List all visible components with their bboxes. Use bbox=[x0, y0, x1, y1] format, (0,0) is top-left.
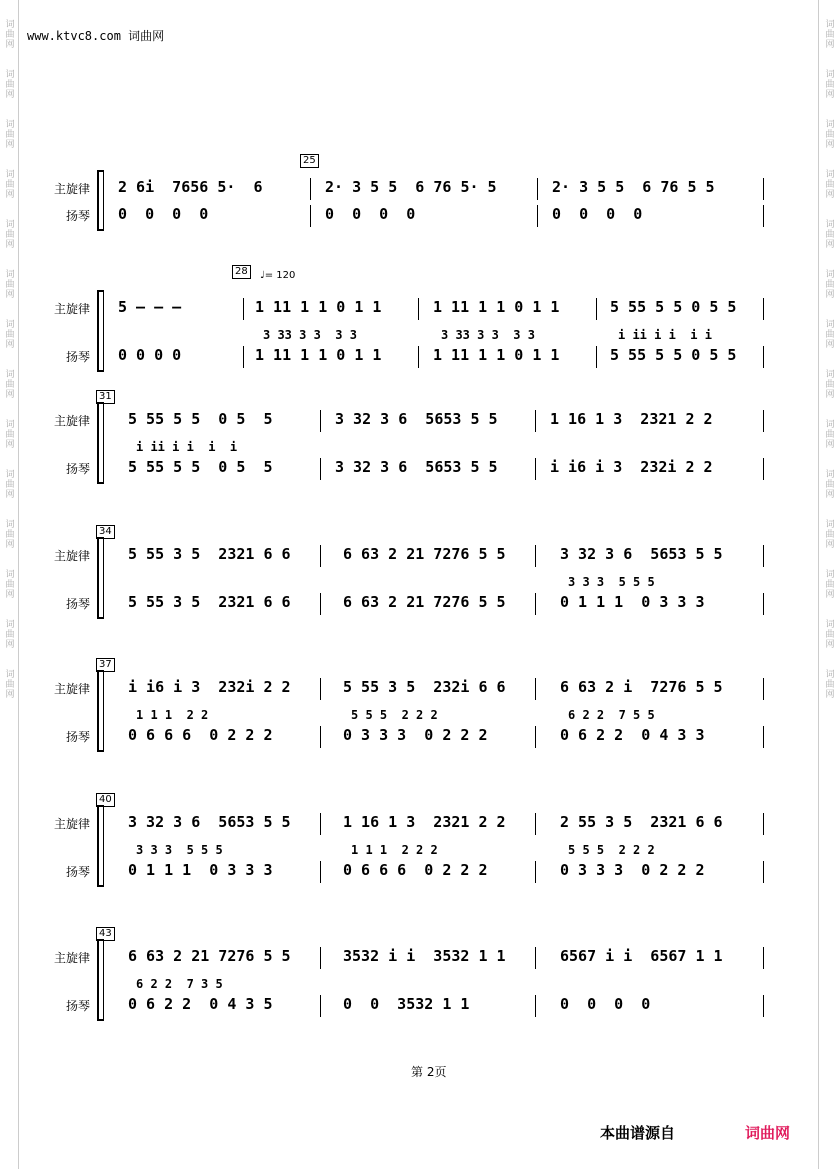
barline bbox=[596, 298, 597, 320]
barline bbox=[763, 178, 764, 200]
barline bbox=[535, 678, 536, 700]
barline bbox=[535, 458, 536, 480]
barline bbox=[320, 410, 321, 432]
yangqin-measure: 0 3 3 3 0 2 2 2 bbox=[343, 726, 488, 744]
measure-number: 43 bbox=[96, 927, 115, 941]
barline bbox=[320, 813, 321, 835]
yangqin-measure: 0 3 3 3 0 2 2 2 bbox=[560, 861, 705, 879]
yangqin-label: 扬琴 bbox=[66, 730, 91, 744]
yangqin-measure: 0 0 0 0 bbox=[560, 995, 651, 1013]
yangqin-label: 扬琴 bbox=[66, 597, 91, 611]
tempo-marking: ♩= 120 bbox=[260, 270, 296, 281]
barline bbox=[535, 995, 536, 1017]
barline bbox=[310, 178, 311, 200]
barline bbox=[763, 346, 764, 368]
yangqin-label: 扬琴 bbox=[66, 209, 91, 223]
melody-measure: 3 32 3 6 5653 5 5 bbox=[560, 545, 723, 563]
melody-measure: 3 32 3 6 5653 5 5 bbox=[128, 813, 291, 831]
barline bbox=[763, 410, 764, 432]
yangqin-measure: 0 0 0 0 bbox=[325, 205, 416, 223]
barline bbox=[243, 346, 244, 368]
barline bbox=[535, 861, 536, 883]
yangqin-measure: 5 55 5 5 0 5 5 bbox=[128, 458, 273, 476]
measure-number: 28 bbox=[232, 265, 251, 279]
yangqin-measure: 0 6 2 2 0 4 3 5 bbox=[128, 995, 273, 1013]
melody-measure: 5 55 3 5 2321 6 6 bbox=[128, 545, 291, 563]
melody-measure: 3532 i i 3532 1 1 bbox=[343, 947, 506, 965]
barline bbox=[763, 678, 764, 700]
barline bbox=[243, 298, 244, 320]
yangqin-upper-notes: 3 3 3 5 5 5 bbox=[568, 575, 655, 589]
measure-number: 31 bbox=[96, 390, 115, 404]
source-label: 本曲谱源自 bbox=[600, 1124, 676, 1142]
melody-measure: 6 63 2 21 7276 5 5 bbox=[343, 545, 506, 563]
melody-measure: 6567 i i 6567 1 1 bbox=[560, 947, 723, 965]
yangqin-upper-notes: 3 33 3 3 3 3 bbox=[441, 328, 535, 342]
yangqin-measure: 0 0 0 0 bbox=[552, 205, 643, 223]
yangqin-measure: 0 0 0 0 bbox=[118, 346, 182, 364]
barline bbox=[763, 545, 764, 567]
barline bbox=[535, 545, 536, 567]
barline bbox=[320, 678, 321, 700]
melody-label: 主旋律 bbox=[54, 549, 91, 563]
melody-measure: 1 11 1 1 0 1 1 bbox=[433, 298, 560, 316]
left-watermark: 词 曲 网 词 曲 网 词 曲 网 词 曲 网 词 曲 网 词 曲 网 词 曲 网 词 曲 网 词 曲 网 词 曲 网 词 曲 网 词 曲 网 词 曲 网 词 曲 网 bbox=[5, 20, 15, 700]
barline bbox=[320, 947, 321, 969]
yangqin-measure: 1 11 1 1 0 1 1 bbox=[433, 346, 560, 364]
melody-label: 主旋律 bbox=[54, 682, 91, 696]
yangqin-label: 扬琴 bbox=[66, 865, 91, 879]
yangqin-measure: 0 0 3532 1 1 bbox=[343, 995, 470, 1013]
yangqin-measure: 5 55 5 5 0 5 5 bbox=[610, 346, 737, 364]
melody-measure: 6 63 2 i 7276 5 5 bbox=[560, 678, 723, 696]
system-brace-line bbox=[103, 170, 104, 231]
melody-measure: 5 55 5 5 0 5 5 bbox=[610, 298, 737, 316]
yangqin-upper-notes: 5 5 5 2 2 2 bbox=[351, 708, 438, 722]
melody-measure: 3 32 3 6 5653 5 5 bbox=[335, 410, 498, 428]
yangqin-upper-notes: i ii i i i i bbox=[136, 440, 238, 454]
melody-measure: 6 63 2 21 7276 5 5 bbox=[128, 947, 291, 965]
yangqin-measure: 0 0 0 0 bbox=[118, 205, 209, 223]
barline bbox=[537, 205, 538, 227]
barline bbox=[535, 947, 536, 969]
melody-measure: 1 16 1 3 2321 2 2 bbox=[550, 410, 713, 428]
melody-measure: 1 11 1 1 0 1 1 bbox=[255, 298, 382, 316]
barline bbox=[763, 726, 764, 748]
yangqin-measure: 6 63 2 21 7276 5 5 bbox=[343, 593, 506, 611]
yangqin-measure: 5 55 3 5 2321 6 6 bbox=[128, 593, 291, 611]
barline bbox=[535, 813, 536, 835]
yangqin-label: 扬琴 bbox=[66, 999, 91, 1013]
barline bbox=[537, 178, 538, 200]
yangqin-label: 扬琴 bbox=[66, 350, 91, 364]
system-brace-line bbox=[103, 290, 104, 372]
barline bbox=[320, 458, 321, 480]
barline bbox=[320, 726, 321, 748]
barline bbox=[320, 861, 321, 883]
yangqin-measure: 3 32 3 6 5653 5 5 bbox=[335, 458, 498, 476]
yangqin-measure: i i6 i 3 232i 2 2 bbox=[550, 458, 713, 476]
yangqin-upper-notes: i ii i i i i bbox=[618, 328, 712, 342]
barline bbox=[320, 545, 321, 567]
barline bbox=[763, 593, 764, 615]
yangqin-upper-notes: 1 1 1 2 2 bbox=[136, 708, 209, 722]
melody-measure: 5 55 3 5 232i 6 6 bbox=[343, 678, 506, 696]
yangqin-label: 扬琴 bbox=[66, 462, 91, 476]
barline bbox=[763, 947, 764, 969]
melody-label: 主旋律 bbox=[54, 302, 91, 316]
page-number: 第 2页 bbox=[411, 1065, 447, 1079]
barline bbox=[596, 346, 597, 368]
melody-measure: 5 55 5 5 0 5 5 bbox=[128, 410, 273, 428]
melody-measure: i i6 i 3 232i 2 2 bbox=[128, 678, 291, 696]
melody-measure: 1 16 1 3 2321 2 2 bbox=[343, 813, 506, 831]
yangqin-measure: 1 11 1 1 0 1 1 bbox=[255, 346, 382, 364]
yangqin-upper-notes: 3 33 3 3 3 3 bbox=[263, 328, 357, 342]
barline bbox=[535, 726, 536, 748]
barline bbox=[320, 593, 321, 615]
measure-number: 34 bbox=[96, 525, 115, 539]
barline bbox=[763, 861, 764, 883]
system-brace-line bbox=[103, 537, 104, 619]
barline bbox=[763, 298, 764, 320]
measure-number: 40 bbox=[96, 793, 115, 807]
barline bbox=[535, 410, 536, 432]
melody-label: 主旋律 bbox=[54, 182, 91, 196]
site-url: www.ktvc8.com 词曲网 bbox=[27, 29, 165, 43]
yangqin-measure: 0 1 1 1 0 3 3 3 bbox=[128, 861, 273, 879]
melody-measure: 5 – – – bbox=[118, 298, 182, 316]
yangqin-upper-notes: 5 5 5 2 2 2 bbox=[568, 843, 655, 857]
melody-measure: 2 6i 7656 5· 6 bbox=[118, 178, 263, 196]
barline bbox=[418, 346, 419, 368]
right-margin-line bbox=[818, 0, 819, 1169]
yangqin-measure: 0 6 6 6 0 2 2 2 bbox=[128, 726, 273, 744]
melody-measure: 2· 3 5 5 6 76 5· 5 bbox=[325, 178, 497, 196]
barline bbox=[310, 205, 311, 227]
barline bbox=[763, 458, 764, 480]
yangqin-upper-notes: 3 3 3 5 5 5 bbox=[136, 843, 223, 857]
barline bbox=[418, 298, 419, 320]
system-brace-line bbox=[103, 670, 104, 752]
system-brace-line bbox=[103, 939, 104, 1021]
left-margin-line bbox=[18, 0, 19, 1169]
measure-number: 25 bbox=[300, 154, 319, 168]
right-watermark: 词 曲 网 词 曲 网 词 曲 网 词 曲 网 词 曲 网 词 曲 网 词 曲 网 词 曲 网 词 曲 网 词 曲 网 词 曲 网 词 曲 网 词 曲 网 词 曲 网 bbox=[825, 20, 835, 700]
melody-label: 主旋律 bbox=[54, 951, 91, 965]
yangqin-measure: 0 6 2 2 0 4 3 3 bbox=[560, 726, 705, 744]
system-brace-line bbox=[103, 805, 104, 887]
barline bbox=[535, 593, 536, 615]
melody-measure: 2 55 3 5 2321 6 6 bbox=[560, 813, 723, 831]
barline bbox=[763, 205, 764, 227]
barline bbox=[763, 813, 764, 835]
yangqin-measure: 0 1 1 1 0 3 3 3 bbox=[560, 593, 705, 611]
yangqin-upper-notes: 6 2 2 7 5 5 bbox=[568, 708, 655, 722]
yangqin-upper-notes: 1 1 1 2 2 2 bbox=[351, 843, 438, 857]
melody-label: 主旋律 bbox=[54, 414, 91, 428]
melody-label: 主旋律 bbox=[54, 817, 91, 831]
measure-number: 37 bbox=[96, 658, 115, 672]
barline bbox=[763, 995, 764, 1017]
barline bbox=[320, 995, 321, 1017]
yangqin-upper-notes: 6 2 2 7 3 5 bbox=[136, 977, 223, 991]
system-brace-line bbox=[103, 402, 104, 484]
melody-measure: 2· 3 5 5 6 76 5 5 bbox=[552, 178, 715, 196]
yangqin-measure: 0 6 6 6 0 2 2 2 bbox=[343, 861, 488, 879]
brand-logo[interactable]: 词曲网 bbox=[745, 1124, 791, 1142]
